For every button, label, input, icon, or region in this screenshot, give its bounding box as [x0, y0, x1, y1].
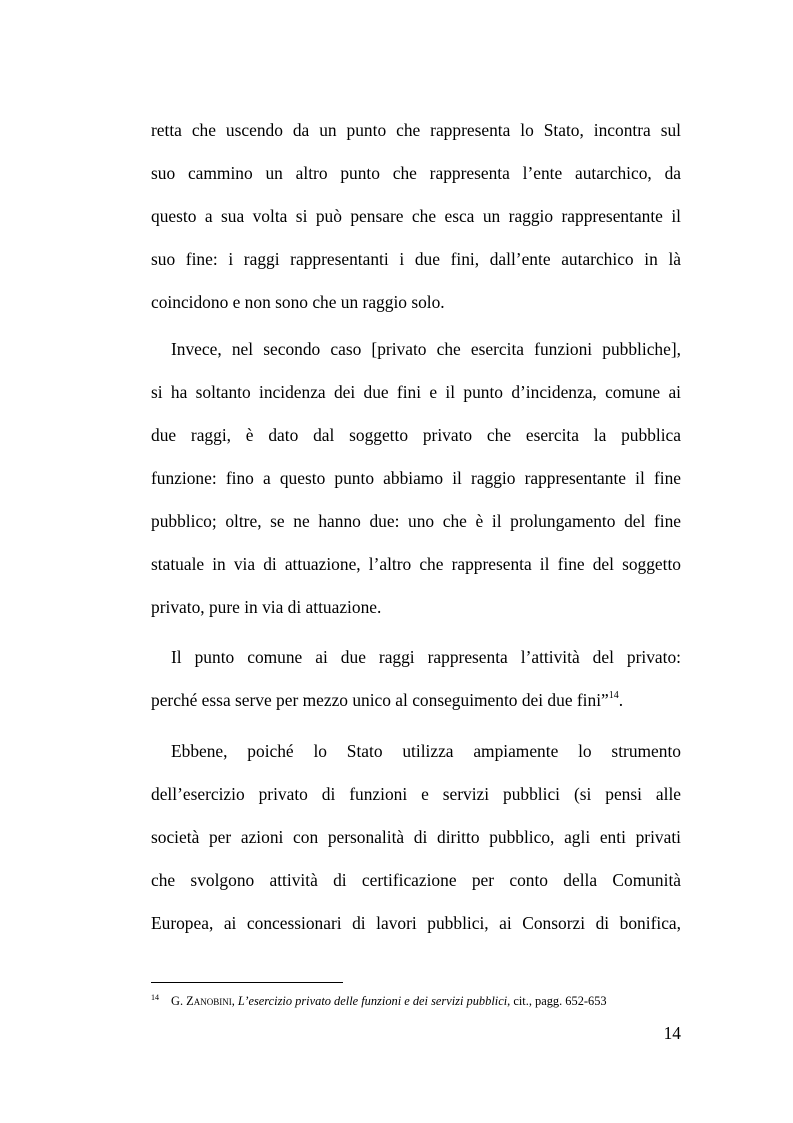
text-line-16: dell’esercizio privato di funzioni e servizi pubblici (si pensi alle — [151, 784, 681, 804]
text-line-9: funzione: fino a questo punto abbiamo il raggio rappresentante il fine — [151, 468, 681, 488]
footnote-author-rest: anobini — [193, 994, 232, 1008]
text-line-19: Europea, ai concessionari di lavori pubblici, ai Consorzi di bonifica, — [151, 913, 681, 933]
text-line-7: si ha soltanto incidenza dei due fini e il punto d’incidenza, comune ai — [151, 382, 681, 402]
footnote-author-initial: G. Z — [171, 994, 194, 1008]
footnote-reference-tail: . — [618, 690, 624, 710]
footnote-number: 14 — [151, 993, 159, 1002]
footnote-citation: , cit., pagg. 652-653 — [507, 994, 607, 1008]
footnote-title: L’esercizio privato delle funzioni e dei servizi pubblici — [237, 994, 508, 1008]
text-line-15: Ebbene, poiché lo Stato utilizza ampiamente lo strumento — [171, 741, 681, 761]
text-line-8: due raggi, è dato dal soggetto privato che esercita la pubblica — [151, 425, 681, 445]
text-line-10: pubblico; oltre, se ne hanno due: uno che è il prolungamento del fine — [151, 511, 681, 531]
text-line-6: Invece, nel secondo caso [privato che esercita funzioni pubbliche], — [171, 339, 681, 359]
text-line-11: statuale in via di attuazione, l’altro che rappresenta il fine del soggetto — [151, 554, 681, 574]
text-line-18: che svolgono attività di certificazione per conto della Comunità — [151, 870, 681, 890]
text-line-17: società per azioni con personalità di diritto pubblico, agli enti privati — [151, 827, 681, 847]
footnote-separator-text: , — [231, 994, 238, 1008]
text-line-5: coincidono e non sono che un raggio solo. — [151, 292, 445, 312]
footnote — [151, 993, 607, 1009]
text-line-4: suo fine: i raggi rappresentanti i due fini, dall’ente autarchico in là — [151, 249, 681, 269]
footnote-reference: 14 — [608, 690, 619, 701]
text-line-14-text: perché essa serve per mezzo unico al conseguimento dei due fini” — [151, 690, 609, 710]
text-line-12: privato, pure in via di attuazione. — [151, 597, 382, 617]
text-line-13: Il punto comune ai due raggi rappresenta l’attività del privato: — [171, 647, 681, 667]
text-line-2: suo cammino un altro punto che rappresenta l’ente autarchico, da — [151, 163, 681, 183]
text-line-3: questo a sua volta si può pensare che esca un raggio rappresentante il — [151, 206, 681, 226]
footnote-separator — [151, 982, 343, 983]
text-line-1: retta che uscendo da un punto che rappresenta lo Stato, incontra sul — [151, 120, 681, 140]
page-number: 14 — [663, 1023, 681, 1043]
text-line-14 — [151, 689, 681, 711]
